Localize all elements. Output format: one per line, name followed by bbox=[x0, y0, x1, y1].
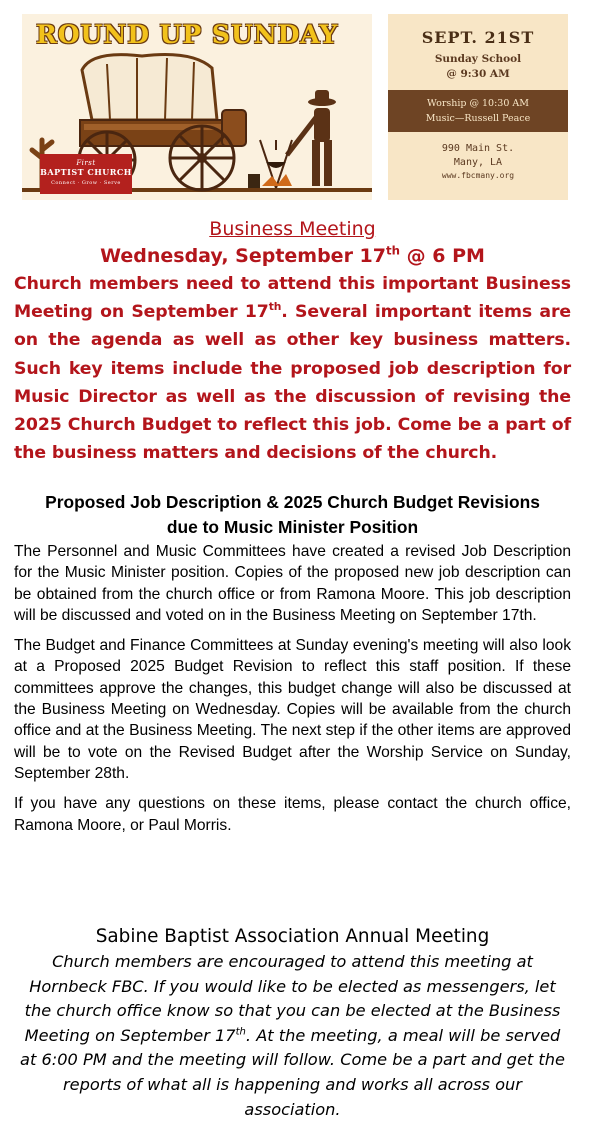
questions-paragraph: If you have any questions on these items, please contact the church office, Ramona Moore, or Paul Morris. bbox=[14, 795, 571, 834]
date-ordinal: th bbox=[386, 243, 401, 258]
budget-paragraph: The Budget and Finance Committees at Sunday evening's meeting will also look at a Proposed 2025 Budget Revision to reflect this staff position. If these committees approve the changes, this budget change will also be discussed at the Business Meeting on Wednesday. Copies will be available from the church office and at the Business Meeting. The next step if the other items are approved will be to vote on the Revised Budget after the Worship Service on Sunday, September 28th. bbox=[14, 637, 571, 782]
sunday-school-label: Sunday School bbox=[434, 53, 522, 65]
business-meeting-section bbox=[14, 216, 571, 467]
job-heading-line1: Proposed Job Description & 2025 Church Budget Revisions bbox=[45, 492, 540, 512]
address-city: Many, LA bbox=[453, 157, 503, 168]
body-text-start: Church members need to attend this important Business Meeting on September 17 bbox=[14, 274, 571, 323]
sabine-text-start: Church members are encouraged to attend this meeting at Hornbeck FBC. If you would like to be elected as messengers, let the church office know so that you can be elected at the Business Meeting on September 17 bbox=[24, 952, 561, 1045]
business-meeting-body bbox=[14, 270, 571, 467]
body-ordinal: th bbox=[268, 300, 282, 314]
sabine-association-section bbox=[14, 924, 571, 1122]
sabine-heading: Sabine Baptist Association Annual Meeting bbox=[95, 926, 490, 947]
banner-art-panel bbox=[22, 14, 372, 200]
date-text: Wednesday, September 17 bbox=[100, 245, 386, 267]
first-baptist-church-logo bbox=[40, 154, 132, 194]
address-street: 990 Main St. bbox=[441, 143, 515, 154]
job-paragraph: The Personnel and Music Committees have created a revised Job Description for the Music Minister position. Copies of the proposed new job description can be obtained from the church office or from Ramona Moore. This job description will be discussed and voted on in the Business Meeting on September 17th. bbox=[14, 543, 571, 624]
worship-info-box bbox=[388, 90, 568, 132]
sabine-ordinal: th bbox=[235, 1026, 246, 1038]
website-link[interactable]: www.fbcmany.org bbox=[441, 171, 515, 180]
date-time: @ 6 PM bbox=[400, 245, 485, 267]
business-meeting-date bbox=[14, 242, 571, 270]
event-date: SEPT. 21ST bbox=[421, 28, 535, 47]
sabine-body bbox=[14, 950, 571, 1122]
sabine-text-end: . At the meeting, a meal will be served at 6:00 PM and the meeting will follow. Come be a part and get the reports of what all is happening and works all across our association. bbox=[20, 1025, 565, 1119]
job-heading-line2: due to Music Minister Position bbox=[166, 517, 419, 537]
logo-church-name: BAPTIST CHURCH bbox=[40, 167, 132, 177]
logo-tagline: Connect · Grow · Serve bbox=[51, 180, 121, 186]
music-leader: Music—Russell Peace bbox=[425, 113, 531, 124]
worship-time: Worship @ 10:30 AM bbox=[426, 98, 530, 109]
business-meeting-heading: Business Meeting bbox=[209, 218, 376, 240]
logo-first-text: First bbox=[76, 159, 96, 167]
body-text-end: . Several important items are on the agenda as well as other key business matters. Such key items include the proposed job description for Music Director as well as the discussion of revising the 2025 Church Budget to reflect this job. Come be a part of the business matters and decisions of the church. bbox=[14, 302, 571, 464]
banner-title: ROUND UP SUNDAY bbox=[36, 20, 339, 49]
sunday-school-time: @ 9:30 AM bbox=[446, 68, 510, 80]
event-info-panel bbox=[388, 14, 568, 200]
job-description-heading bbox=[14, 490, 571, 540]
job-description-section bbox=[14, 490, 571, 845]
address bbox=[388, 142, 568, 170]
round-up-sunday-banner bbox=[22, 14, 568, 200]
